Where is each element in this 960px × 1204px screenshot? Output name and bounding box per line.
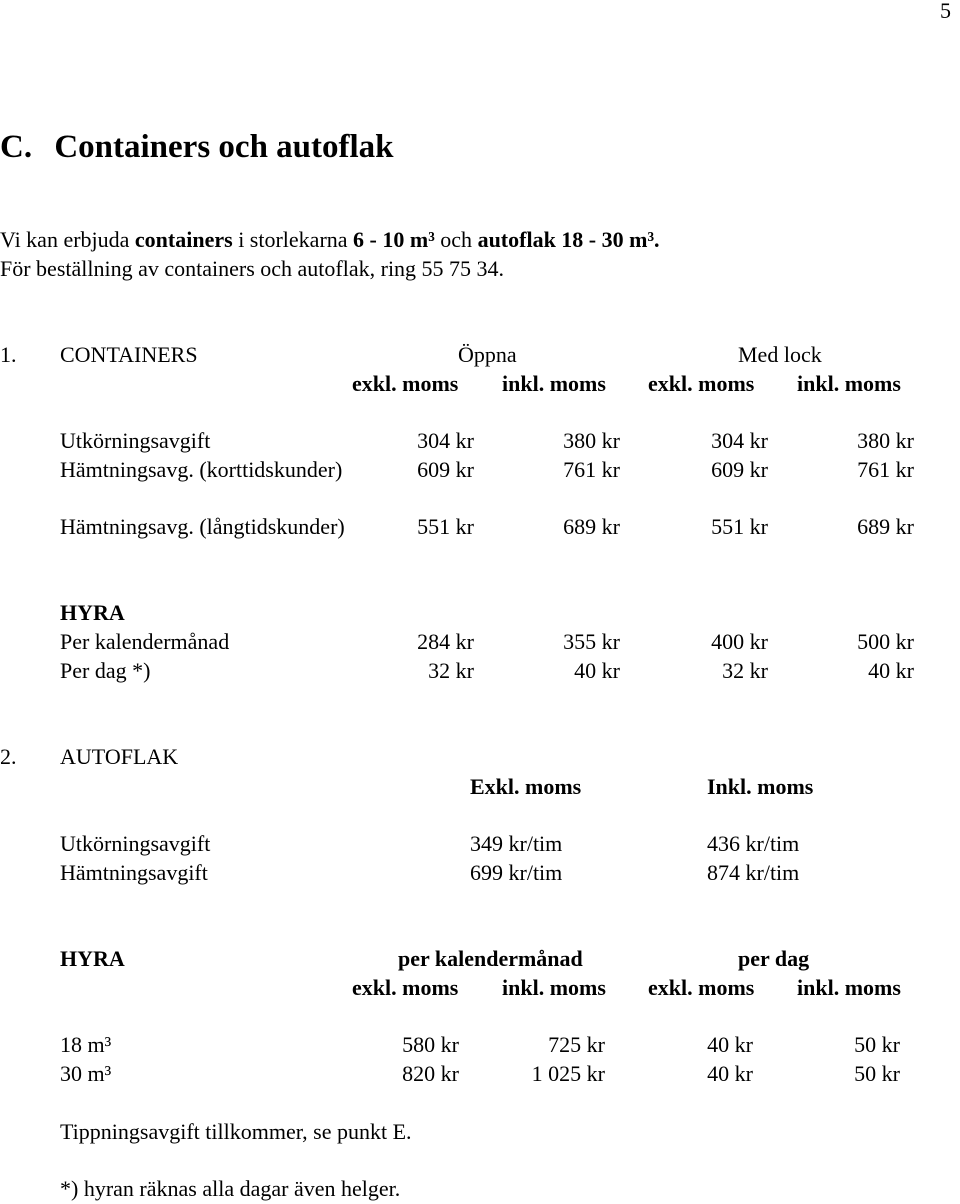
containers-rent-title: HYRA xyxy=(60,600,125,625)
rent-value: 40 kr xyxy=(574,658,620,683)
intro-line-2: För beställning av containers och autoflak, ring 55 75 34. xyxy=(0,256,505,281)
autoflak-number: 2. xyxy=(0,744,17,769)
intro-bold-containers: containers xyxy=(134,227,233,252)
intro-text: och xyxy=(434,227,478,252)
fee-value: 304 kr xyxy=(417,428,474,453)
autoflak-fee-value: 349 kr/tim xyxy=(470,831,563,856)
fee-label: Hämtningsavg. (korttidskunder) xyxy=(60,457,343,482)
intro-line-1 xyxy=(0,227,660,253)
autoflak-col-header: Inkl. moms xyxy=(707,774,814,799)
fee-value: 609 kr xyxy=(711,457,768,482)
autoflak-fee-value: 699 kr/tim xyxy=(470,860,563,885)
autoflak-fee-label: Utkörningsavgift xyxy=(60,831,211,856)
intro-text: Vi kan erbjuda xyxy=(0,227,135,252)
rent-value: 32 kr xyxy=(722,658,768,683)
fee-value: 761 kr xyxy=(857,457,914,482)
containers-col-header: exkl. moms xyxy=(648,371,755,396)
autoflak-rent-label: 18 m³ xyxy=(60,1032,112,1057)
intro-bold-sizes: 6 - 10 m³ xyxy=(353,227,435,252)
fee-value: 689 kr xyxy=(563,514,620,539)
autoflak-title: AUTOFLAK xyxy=(60,744,179,769)
autoflak-col-header: Exkl. moms xyxy=(470,774,582,799)
autoflak-rent-col-header: exkl. moms xyxy=(648,975,755,1000)
autoflak-rent-label: 30 m³ xyxy=(60,1061,112,1086)
section-heading xyxy=(0,127,394,167)
autoflak-rent-col-header: exkl. moms xyxy=(352,975,459,1000)
intro-text: i storlekarna xyxy=(232,227,354,252)
fee-value: 551 kr xyxy=(417,514,474,539)
containers-group-lid: Med lock xyxy=(738,342,822,367)
autoflak-rent-value: 50 kr xyxy=(854,1032,900,1057)
section-title: Containers och autoflak xyxy=(54,129,394,165)
fee-label: Hämtningsavg. (långtidskunder) xyxy=(60,514,345,539)
rent-label: Per dag *) xyxy=(60,658,151,683)
containers-number: 1. xyxy=(0,342,17,367)
containers-col-header: inkl. moms xyxy=(502,371,606,396)
section-letter: C. xyxy=(0,129,33,165)
footnote-tipping: Tippningsavgift tillkommer, se punkt E. xyxy=(60,1119,412,1144)
rent-value: 284 kr xyxy=(417,629,474,654)
fee-value: 761 kr xyxy=(563,457,620,482)
rent-value: 400 kr xyxy=(711,629,768,654)
rent-label: Per kalendermånad xyxy=(60,629,230,654)
containers-title: CONTAINERS xyxy=(60,342,198,367)
fee-value: 689 kr xyxy=(857,514,914,539)
containers-col-header: inkl. moms xyxy=(797,371,901,396)
containers-group-open: Öppna xyxy=(458,342,517,367)
footnote-rent-days: *) hyran räknas alla dagar även helger. xyxy=(60,1176,401,1201)
fee-value: 380 kr xyxy=(563,428,620,453)
rent-value: 355 kr xyxy=(563,629,620,654)
autoflak-rent-value: 820 kr xyxy=(402,1061,459,1086)
fee-value: 380 kr xyxy=(857,428,914,453)
fee-label: Utkörningsavgift xyxy=(60,428,211,453)
rent-value: 40 kr xyxy=(868,658,914,683)
autoflak-rent-value: 725 kr xyxy=(548,1032,605,1057)
fee-value: 551 kr xyxy=(711,514,768,539)
autoflak-group-month: per kalendermånad xyxy=(398,946,583,971)
page-number: 5 xyxy=(940,0,951,23)
autoflak-rent-value: 40 kr xyxy=(707,1032,753,1057)
fee-value: 609 kr xyxy=(417,457,474,482)
intro-bold-autoflak: autoflak 18 - 30 m³. xyxy=(477,227,660,252)
autoflak-fee-value: 436 kr/tim xyxy=(707,831,800,856)
fee-value: 304 kr xyxy=(711,428,768,453)
autoflak-fee-label: Hämtningsavgift xyxy=(60,860,208,885)
rent-value: 32 kr xyxy=(428,658,474,683)
autoflak-rent-value: 40 kr xyxy=(707,1061,753,1086)
autoflak-rent-title: HYRA xyxy=(60,946,125,971)
rent-value: 500 kr xyxy=(857,629,914,654)
autoflak-rent-value: 580 kr xyxy=(402,1032,459,1057)
autoflak-rent-value: 50 kr xyxy=(854,1061,900,1086)
autoflak-rent-value: 1 025 kr xyxy=(531,1061,605,1086)
autoflak-fee-value: 874 kr/tim xyxy=(707,860,800,885)
autoflak-rent-col-header: inkl. moms xyxy=(502,975,606,1000)
autoflak-group-day: per dag xyxy=(738,946,810,971)
autoflak-rent-col-header: inkl. moms xyxy=(797,975,901,1000)
containers-col-header: exkl. moms xyxy=(352,371,459,396)
